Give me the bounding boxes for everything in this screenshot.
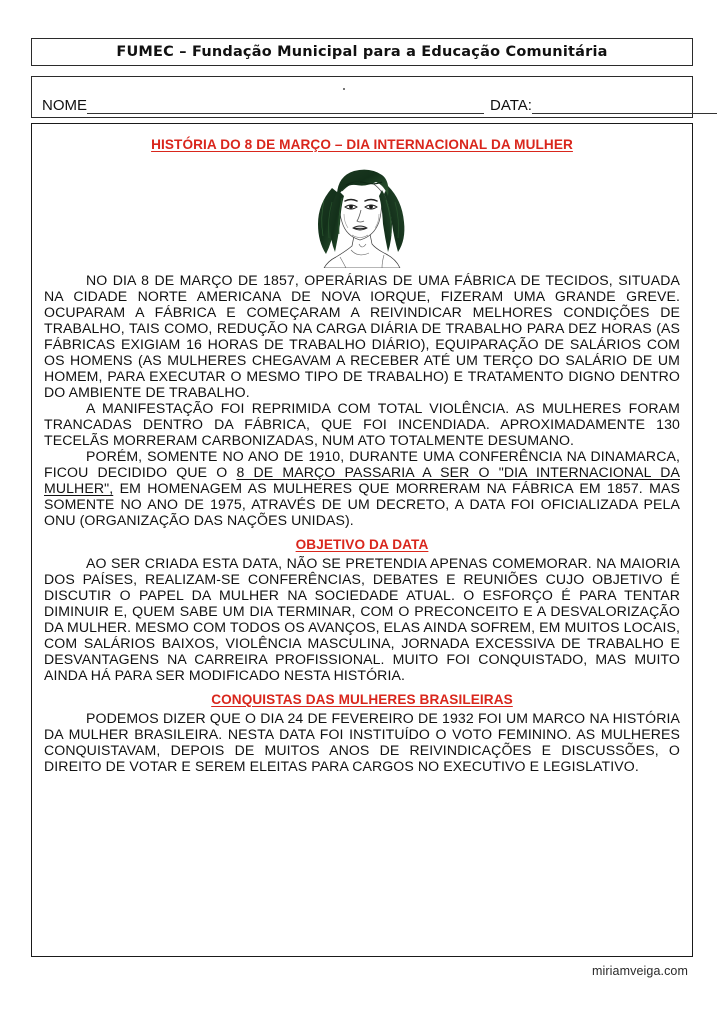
section-heading-objetivo: OBJETIVO DA DATA	[295, 536, 429, 552]
article-body-objetivo	[44, 555, 680, 683]
institution-title: FUMEC – Fundação Municipal para a Educação Comunitária	[116, 44, 608, 60]
article-body	[44, 272, 680, 528]
name-input-line[interactable]	[87, 99, 484, 114]
identification-row	[42, 98, 684, 114]
paragraph-1: NO DIA 8 DE MARÇO DE 1857, OPERÁRIAS DE UMA FÁBRICA DE TECIDOS, SITUADA NA CIDADE NORTE AMERICANA DE NOVA IORQUE, FIZERAM UMA GRANDE GREVE. OCUPARAM A FÁBRICA E COMEÇARAM A REIVINDICAR MELHORES CONDIÇÕES DE TRABALHO, TAIS COMO, REDUÇÃO NA CARGA DIÁRIA DE TRABALHO PARA DEZ HORAS (AS FÁBRICAS EXIGIAM 16 HORAS DE TRABALHO DIÁRIO), EQUIPARAÇÃO DE SALÁRIOS COM OS HOMENS (AS MULHERES CHEGAVAM A RECEBER ATÉ UM TERÇO DO SALÁRIO DE UM HOMEM, PARA EXECUTAR O MESMO TIPO DE TRABALHO) E TRATAMENTO DIGNO DENTRO DO AMBIENTE DE TRABALHO.	[44, 272, 680, 400]
page-title: HISTÓRIA DO 8 DE MARÇO – DIA INTERNACIONAL DA MULHER	[151, 137, 573, 152]
paragraph-3-part-b: EM HOMENAGEM AS MULHERES QUE MORRERAM NA FÁBRICA EM 1857. MAS SOMENTE NO ANO DE 1975, ATRAVÉS DE UM DECRETO, A DATA FOI OFICIALIZADA PELA ONU (ORGANIZAÇÃO DAS NAÇÕES UNIDAS).	[44, 479, 680, 528]
woman-portrait-sketch-icon	[296, 158, 428, 268]
paper-speck	[343, 88, 345, 90]
paragraph-3-part-a: PORÉM, SOMENTE NO ANO DE 1910, DURANTE UMA CONFERÊNCIA NA DINAMARCA, FICOU DECIDIDO QUE O	[44, 447, 680, 480]
name-label: NOME	[42, 97, 87, 114]
site-watermark: miriamveiga.com	[592, 964, 688, 978]
paragraph-3	[44, 448, 680, 528]
institution-header-box	[31, 38, 693, 66]
date-field[interactable]	[490, 98, 717, 114]
identification-box	[31, 76, 693, 118]
article-body-conquistas	[44, 710, 680, 774]
main-content-box	[31, 123, 693, 957]
name-field[interactable]	[42, 98, 484, 114]
date-label: DATA:	[490, 97, 532, 114]
date-input-line[interactable]	[532, 99, 717, 114]
paragraph-3-underlined: 8 DE MARÇO PASSARIA A SER O "DIA INTERNACIONAL DA MULHER",	[44, 463, 680, 496]
paragraph-conquistas: PODEMOS DIZER QUE O DIA 24 DE FEVEREIRO DE 1932 FOI UM MARCO NA HISTÓRIA DA MULHER BRASILEIRA. NESTA DATA FOI INSTITUÍDO O VOTO FEMININO. AS MULHERES CONQUISTAVAM, DEPOIS DE MUITOS ANOS DE REIVINDICAÇÕES E DISCUSSÕES, O DIREITO DE VOTAR E SEREM ELEITAS PARA CARGOS NO EXECUTIVO E LEGISLATIVO.	[44, 709, 680, 774]
section-heading-conquistas: CONQUISTAS DAS MULHERES BRASILEIRAS	[211, 691, 513, 707]
paragraph-2: A MANIFESTAÇÃO FOI REPRIMIDA COM TOTAL VIOLÊNCIA. AS MULHERES FORAM TRANCADAS DENTRO DA FÁBRICA, QUE FOI INCENDIADA. APROXIMADAMENTE 130 TECELÃS MORRERAM CARBONIZADAS, NUM ATO TOTALMENTE DESUMANO.	[44, 399, 680, 448]
paragraph-objetivo: AO SER CRIADA ESTA DATA, NÃO SE PRETENDIA APENAS COMEMORAR. NA MAIORIA DOS PAÍSES, REALIZAM-SE CONFERÊNCIAS, DEBATES E REUNIÕES CUJO OBJETIVO É DISCUTIR O PAPEL DA MULHER NA SOCIEDADE ATUAL. O ESFORÇO É PARA TENTAR DIMINUIR E, QUEM SABE UM DIA TERMINAR, COM O PRECONCEITO E A DESVALORIZAÇÃO DA MULHER. MESMO COM TODOS OS AVANÇOS, ELAS AINDA SOFREM, EM MUITOS LOCAIS, COM SALÁRIOS BAIXOS, VIOLÊNCIA MASCULINA, JORNADA EXCESSIVA DE TRABALHO E DESVANTAGENS NA CARREIRA PROFISSIONAL. MUITO FOI CONQUISTADO, MAS MUITO AINDA HÁ PARA SER MODIFICADO NESTA HISTÓRIA.	[44, 554, 680, 683]
illustration-container	[44, 158, 680, 268]
